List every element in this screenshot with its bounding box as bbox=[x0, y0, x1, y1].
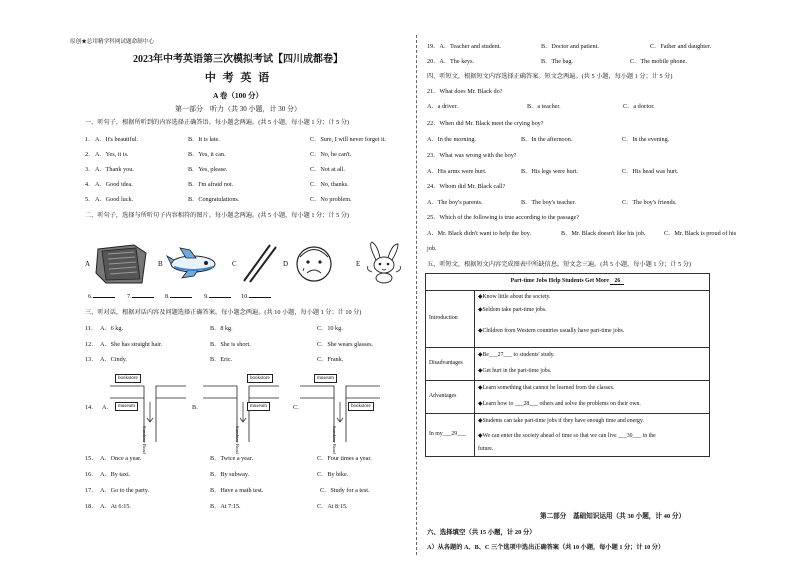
sad-face-picture bbox=[294, 244, 334, 284]
option-b: B．Twice a year. bbox=[210, 455, 254, 462]
table-item: ◆Know little about the society. bbox=[478, 293, 551, 300]
q-number: 2． bbox=[85, 151, 95, 158]
q22-c: C．In the evening. bbox=[622, 136, 670, 143]
section4-heading: 四、听短文，根据短文内容选择正确答案。短文念两遍。(共 5 小题，每小题 1 分；计 5 分) bbox=[427, 73, 673, 80]
option-a: A．Thank you. bbox=[95, 166, 134, 173]
paper-label: A 卷（100 分） bbox=[212, 91, 263, 100]
option-b: B．Yes, please. bbox=[188, 166, 228, 173]
q22-b: B．In the afternoon. bbox=[521, 136, 573, 143]
table-item: ◆Children from Western countries usually have part-time jobs. bbox=[478, 328, 625, 335]
rabbit-picture bbox=[364, 240, 404, 284]
option-a: A．Yes, it is. bbox=[95, 151, 129, 158]
q23-b: B．His legs were hurt. bbox=[521, 168, 579, 175]
table-item: future. bbox=[478, 446, 494, 453]
q21-stem: 21．What does Mr. Black do? bbox=[427, 88, 503, 95]
blank-6[interactable] bbox=[88, 294, 115, 300]
part2-heading: 第二部分 基础知识运用（共 30 小题，计 40 分） bbox=[540, 513, 686, 520]
q19-a: 19．A．Teacher and student. bbox=[427, 43, 501, 50]
option-c: C．No, he can't. bbox=[310, 151, 352, 158]
option-c: C．Four times a year. bbox=[317, 455, 372, 462]
option-c: C．Sure, I will never forget it. bbox=[310, 136, 387, 143]
option-b: B．8 kg. bbox=[210, 325, 233, 332]
q23-stem: 23．What was wrong with the boy? bbox=[427, 152, 517, 159]
blank-number: 10. bbox=[241, 293, 249, 300]
pic-letter-e: E bbox=[356, 260, 361, 268]
table-item: ◆Get hurt in the part-time jobs. bbox=[478, 368, 552, 375]
table-item[interactable]: ◆We can enter the society ahead of time so that we can live ___30___ in the bbox=[478, 433, 656, 440]
option-a: A．By taxi. bbox=[100, 471, 131, 478]
q25-a: A．Mr. Black didn't want to help the boy. bbox=[427, 230, 531, 237]
bookstore-sign: bookstore bbox=[115, 374, 141, 383]
row-label-blank-29[interactable]: In my___29___ bbox=[426, 414, 475, 457]
q21-b: B．a teacher. bbox=[527, 103, 561, 110]
option-c: C．Study for a test. bbox=[320, 487, 370, 494]
table-item: ◆Seldom take part-time jobs. bbox=[478, 306, 547, 313]
q19-b: B．Doctor and patient. bbox=[541, 43, 599, 50]
q-number: 5． bbox=[85, 196, 95, 203]
chopsticks-picture bbox=[240, 243, 280, 283]
q25-c: C．Mr. Black is proud of his bbox=[664, 230, 737, 237]
option-c: C．No, thanks. bbox=[310, 181, 349, 188]
bookstore-sign: bookstore bbox=[348, 402, 374, 411]
q22-a: A．In the morning. bbox=[427, 136, 476, 143]
blank-10[interactable] bbox=[241, 294, 271, 300]
section3-heading: 三、听对话，根据对话内容及问题选择正确答案。每小题念两遍。(共 10 小题，每小题 1 分；计 10 分) bbox=[85, 309, 362, 316]
road-label: Sunshine Road bbox=[332, 426, 337, 454]
q-number: 11． bbox=[85, 325, 98, 332]
option-c: C．10 kg. bbox=[317, 325, 343, 332]
option-a: A．Cindy. bbox=[100, 356, 127, 363]
q14-label-a: A． bbox=[102, 404, 113, 411]
option-a: A．6 kg. bbox=[100, 325, 124, 332]
column-divider bbox=[416, 35, 417, 555]
table-item: ◆Students can take part-time jobs if they have enough time and energy. bbox=[478, 418, 644, 425]
map-b bbox=[203, 372, 279, 454]
q-number: 3． bbox=[85, 166, 95, 173]
blank-number: 9. bbox=[204, 293, 209, 300]
option-c: C．Frank. bbox=[317, 356, 344, 363]
q24-a: A．The boy's parents. bbox=[427, 199, 483, 206]
option-b: B．By subway. bbox=[210, 471, 250, 478]
exam-title: 2023年中考英语第三次模拟考试【四川成都卷】 bbox=[133, 54, 343, 65]
q-number: 15． bbox=[85, 455, 98, 462]
table-item: ◆Learn something that cannot be learned from the classes. bbox=[478, 385, 615, 392]
bookstore-sign: bookstore bbox=[247, 374, 273, 383]
blank-number: 8. bbox=[165, 293, 170, 300]
option-b: B．I'm afraid not. bbox=[188, 181, 234, 188]
q-number: 16． bbox=[85, 471, 98, 478]
table-item[interactable]: ◆Learn how to ___28___ others and solve the problems on their own. bbox=[478, 401, 641, 408]
book-picture bbox=[94, 243, 152, 285]
map-a bbox=[110, 372, 186, 454]
table-item[interactable]: ◆Be___27___ to students' study. bbox=[478, 352, 555, 359]
blank-9[interactable] bbox=[204, 294, 231, 300]
airplane-picture bbox=[166, 246, 220, 280]
option-a: A．It's beautiful. bbox=[95, 136, 139, 143]
q14-label-c: C． bbox=[293, 404, 304, 411]
museum-sign: museum bbox=[247, 402, 270, 411]
q-number: 4． bbox=[85, 181, 95, 188]
road-label: Sunshine Road bbox=[142, 426, 147, 454]
option-a: A．Good luck. bbox=[95, 196, 134, 203]
section2-heading: 二、听句子，选择与所听句子内容相符的图片。每小题念两遍。(共 5 小题，每小题 1 分；计 5 分) bbox=[85, 212, 349, 219]
q24-stem: 24．Whom did Mr. Black call? bbox=[427, 183, 506, 190]
option-a: A．At 6:15. bbox=[100, 503, 131, 510]
option-b: B．Have a math test. bbox=[210, 487, 264, 494]
pic-letter-b: B bbox=[158, 260, 163, 268]
q14-number: 14． bbox=[85, 404, 98, 411]
q-number: 1． bbox=[85, 136, 95, 143]
blank-number: 7. bbox=[127, 293, 132, 300]
row-label: Advantages bbox=[426, 381, 475, 414]
option-a: A．Good idea. bbox=[95, 181, 133, 188]
q-number: 18． bbox=[85, 503, 98, 510]
blank-number: 6. bbox=[88, 293, 93, 300]
road-label: Sunshine Road bbox=[235, 426, 240, 454]
option-b: B．She is short. bbox=[210, 341, 251, 348]
section6-part-a: A）从各题的 A、B、C 三个选项中选出正确答案（共 10 小题，每小题 1 分；计 10 分） bbox=[427, 544, 665, 551]
option-b: B．It is late. bbox=[188, 136, 220, 143]
table-title bbox=[426, 274, 710, 291]
option-a: A．Once a year. bbox=[100, 455, 142, 462]
q14-label-b: B． bbox=[192, 404, 203, 411]
pic-letter-c: C bbox=[232, 260, 237, 268]
q-number: 13． bbox=[85, 356, 98, 363]
q20-c: C．The mobile phone. bbox=[630, 58, 687, 65]
pic-letter-d: D bbox=[283, 260, 289, 268]
row-label: Introduction bbox=[426, 291, 475, 348]
option-a: A．She has straight hair. bbox=[100, 341, 163, 348]
q20-a: 20．A．The keys. bbox=[427, 58, 475, 65]
museum-sign: museum bbox=[314, 374, 337, 383]
blank-26[interactable]: 26 bbox=[610, 279, 624, 286]
pic-letter-a: A bbox=[85, 260, 91, 268]
option-b: B．At 7:15. bbox=[210, 503, 241, 510]
option-c: C．At 8:15. bbox=[317, 503, 348, 510]
subject-title: 中 考 英 语 bbox=[204, 72, 272, 84]
q23-c: C．His head was hurt. bbox=[622, 168, 679, 175]
section1-heading: 一、听句子，根据所听到的内容选择正确答语。每小题念两遍。(共 5 小题，每小题 1 分；计 5 分) bbox=[85, 119, 349, 126]
option-c: C．By bike. bbox=[317, 471, 349, 478]
blank-8[interactable] bbox=[165, 294, 192, 300]
map-c bbox=[300, 372, 380, 454]
info-table bbox=[425, 273, 710, 457]
q25-stem: 25．Which of the following is true according to the passage? bbox=[427, 214, 580, 221]
option-a: A．Go to the party. bbox=[100, 487, 150, 494]
q19-c: C．Father and daughter. bbox=[650, 43, 712, 50]
museum-sign: museum bbox=[115, 402, 138, 411]
q22-stem: 22．When did Mr. Black meet the crying boy? bbox=[427, 120, 544, 127]
q24-b: B．The boy's teacher. bbox=[521, 199, 576, 206]
row-label: Disadvantages bbox=[426, 348, 475, 381]
part1-heading: 第一部分 听力（共 30 小题，计 30 分） bbox=[175, 105, 301, 113]
q21-a: A．a driver. bbox=[427, 103, 458, 110]
option-c: C．She wears glasses. bbox=[317, 341, 374, 348]
option-b: B．Yes, it can. bbox=[188, 151, 226, 158]
blank-7[interactable] bbox=[127, 294, 154, 300]
option-c: C．No problem. bbox=[310, 196, 352, 203]
option-b: B．Congratulations. bbox=[188, 196, 240, 203]
q23-a: A．His arms were hurt. bbox=[427, 168, 487, 175]
q-number: 17． bbox=[85, 487, 98, 494]
q24-c: C．The boy's friends. bbox=[622, 199, 677, 206]
q25-b: B．Mr. Black doesn't like his job. bbox=[561, 230, 646, 237]
option-b: B．Eric. bbox=[210, 356, 233, 363]
q-number: 12． bbox=[85, 341, 98, 348]
option-c: C．Not at all. bbox=[310, 166, 345, 173]
table-title-text: Part-time Jobs Help Students Get More bbox=[510, 277, 609, 284]
q25-c-continued: job. bbox=[427, 245, 437, 252]
q20-b: B．The bag. bbox=[541, 58, 573, 65]
org-line: 原创★总用精学科网试题命制中心 bbox=[70, 39, 154, 45]
section5-heading: 五、听短文，根据短文内容完成图表中所缺信息。短文念三遍。(共 5 小题，每小题 1 分；计 5 分) bbox=[427, 261, 691, 268]
q21-c: C．a doctor. bbox=[623, 103, 655, 110]
section6-heading: 六、选择填空（共 15 小题，计 20 分） bbox=[427, 529, 536, 536]
